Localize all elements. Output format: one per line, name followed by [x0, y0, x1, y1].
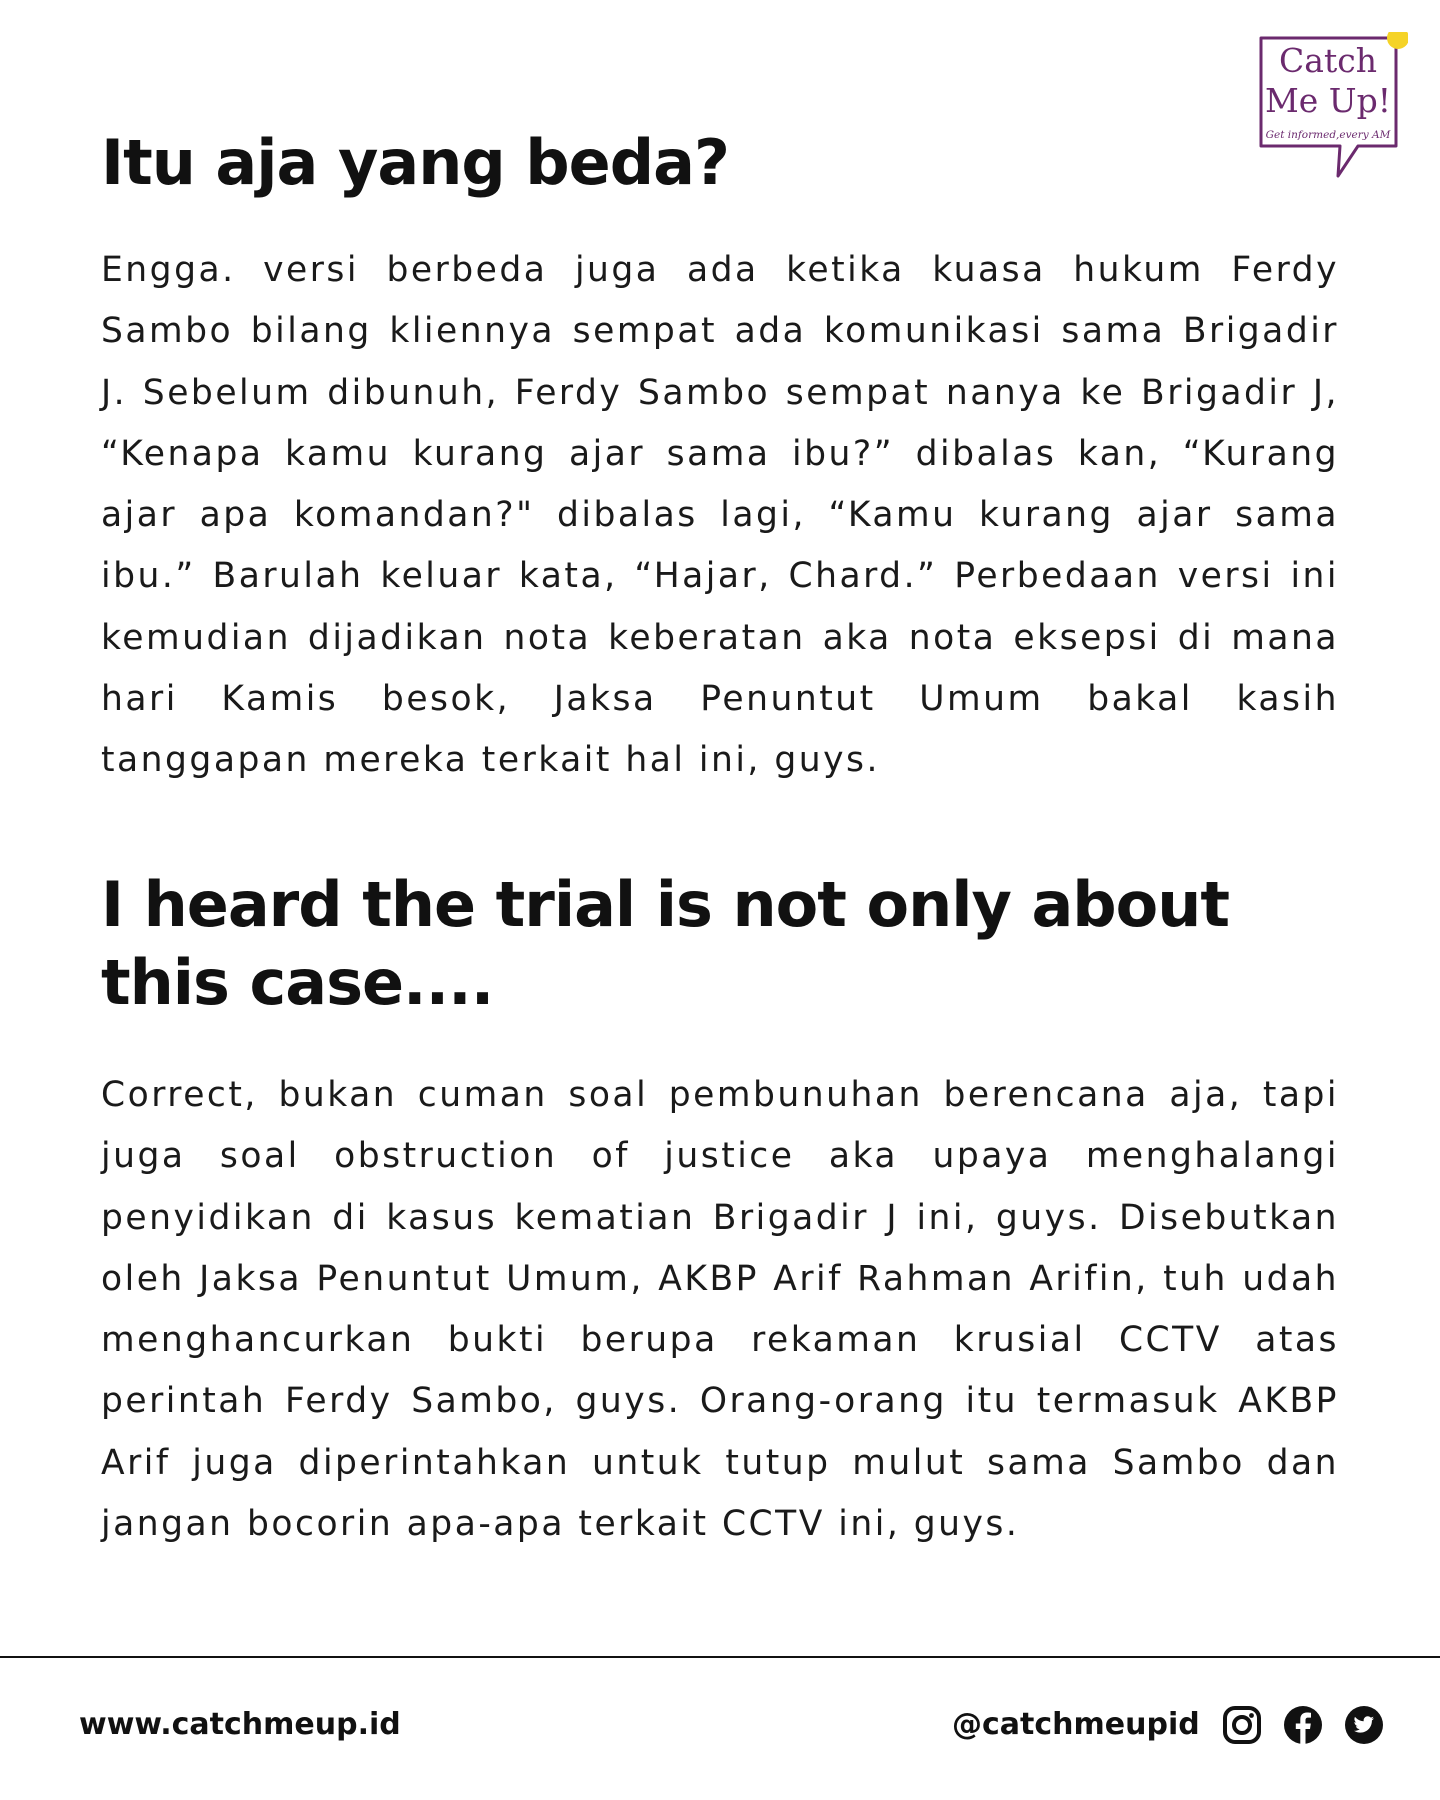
twitter-icon[interactable] [1344, 1705, 1384, 1745]
footer-website-link[interactable]: www.catchmeup.id [79, 1707, 401, 1742]
footer-divider [0, 1656, 1440, 1658]
section1-heading: Itu aja yang beda? [101, 126, 729, 199]
logo-text-line2: Me Up! [1264, 81, 1392, 120]
footer-social-handle[interactable]: @catchmeupid [952, 1707, 1200, 1742]
facebook-icon[interactable] [1283, 1705, 1323, 1745]
section2-heading: I heard the trial is not only about this case.... [101, 868, 1230, 1019]
logo-tagline: Get informed,every AM [1265, 129, 1391, 141]
section1-body: Engga. versi berbeda juga ada ketika kuasa hukum Ferdy Sambo bilang kliennya sempat ada komunikasi sama Brigadir J. Sebelum dibunuh, Ferdy Sambo sempat nanya ke Brigadir J, “Kenapa kamu kurang ajar sama ibu?” dibalas kan, “Kurang ajar apa komandan?" dibalas lagi, “Kamu kurang ajar sama ibu.” Barulah keluar kata, “Hajar, Chard.” Perbedaan versi ini kemudian dijadikan nota keberatan aka nota eksepsi di mana hari Kamis besok, Jaksa Penuntut Umum bakal kasih tanggapan mereka terkait hal ini, guys. [101, 250, 1339, 781]
section2-body: Correct, bukan cuman soal pembunuhan berencana aja, tapi juga soal obstruction of justice aka upaya menghalangi penyidikan di kasus kematian Brigadir J ini, guys. Disebutkan oleh Jaksa Penuntut Umum, AKBP Arif Rahman Arifin, tuh udah menghancurkan bukti berupa rekaman krusial CCTV atas perintah Ferdy Sambo, guys. Orang-orang itu termasuk AKBP Arif juga diperintahkan untuk tutup mulut sama Sambo dan jangan bocorin apa-apa terkait CCTV ini, guys. [101, 1075, 1339, 1545]
instagram-icon[interactable] [1222, 1705, 1262, 1745]
logo-text-line1: Catch [1279, 41, 1377, 80]
